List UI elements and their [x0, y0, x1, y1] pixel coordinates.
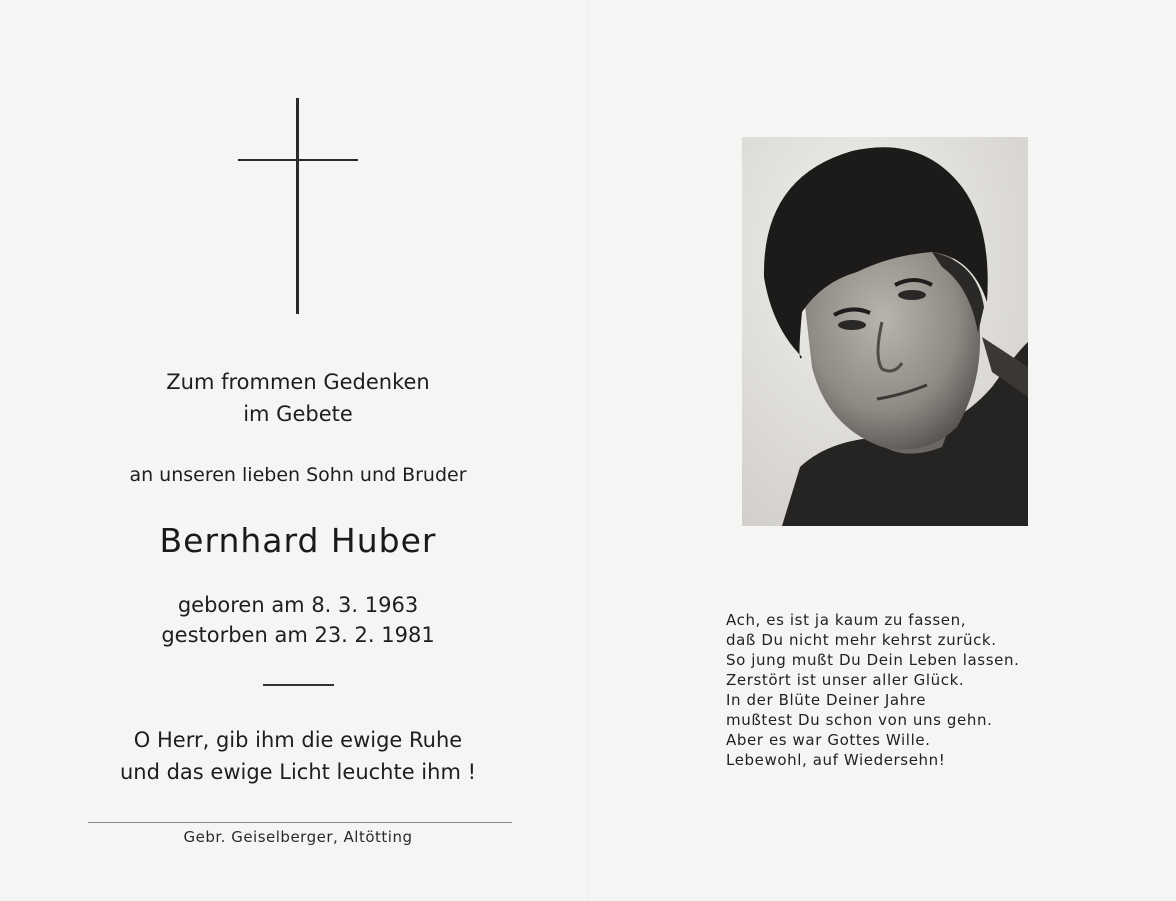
poem-line: Ach, es ist ja kaum zu fassen, — [726, 611, 967, 629]
poem-line: Lebewohl, auf Wiedersehn! — [726, 751, 946, 769]
memorial-heading — [90, 366, 506, 430]
heading-line-1: Zum frommen Gedenken — [166, 370, 430, 394]
poem-line: In der Blüte Deiner Jahre — [726, 691, 927, 709]
cross-icon — [238, 98, 358, 314]
divider-long — [88, 822, 512, 823]
poem-line: mußtest Du schon von uns gehn. — [726, 711, 993, 729]
death-date: gestorben am 23. 2. 1981 — [161, 623, 435, 647]
deceased-name: Bernhard Huber — [159, 521, 437, 560]
printer-credit: Gebr. Geiselberger, Altötting — [183, 828, 413, 846]
poem-line: Aber es war Gottes Wille. — [726, 731, 931, 749]
dedication-text: an unseren lieben Sohn und Bruder — [129, 464, 467, 486]
life-dates — [90, 590, 506, 650]
prayer-line-1: O Herr, gib ihm die ewige Ruhe — [133, 728, 463, 752]
portrait-photo — [742, 137, 1028, 526]
birth-date: geboren am 8. 3. 1963 — [177, 593, 419, 617]
poem-line: So jung mußt Du Dein Leben lassen. — [726, 651, 1020, 669]
prayer-text — [90, 724, 506, 788]
poem-line: Zerstört ist unser aller Glück. — [726, 671, 965, 689]
heading-line-2: im Gebete — [243, 402, 353, 426]
poem-line: daß Du nicht mehr kehrst zurück. — [726, 631, 997, 649]
card-fold — [587, 0, 588, 901]
prayer-line-2: und das ewige Licht leuchte ihm ! — [119, 760, 477, 784]
divider-short — [263, 684, 334, 686]
memorial-poem — [726, 610, 1019, 770]
